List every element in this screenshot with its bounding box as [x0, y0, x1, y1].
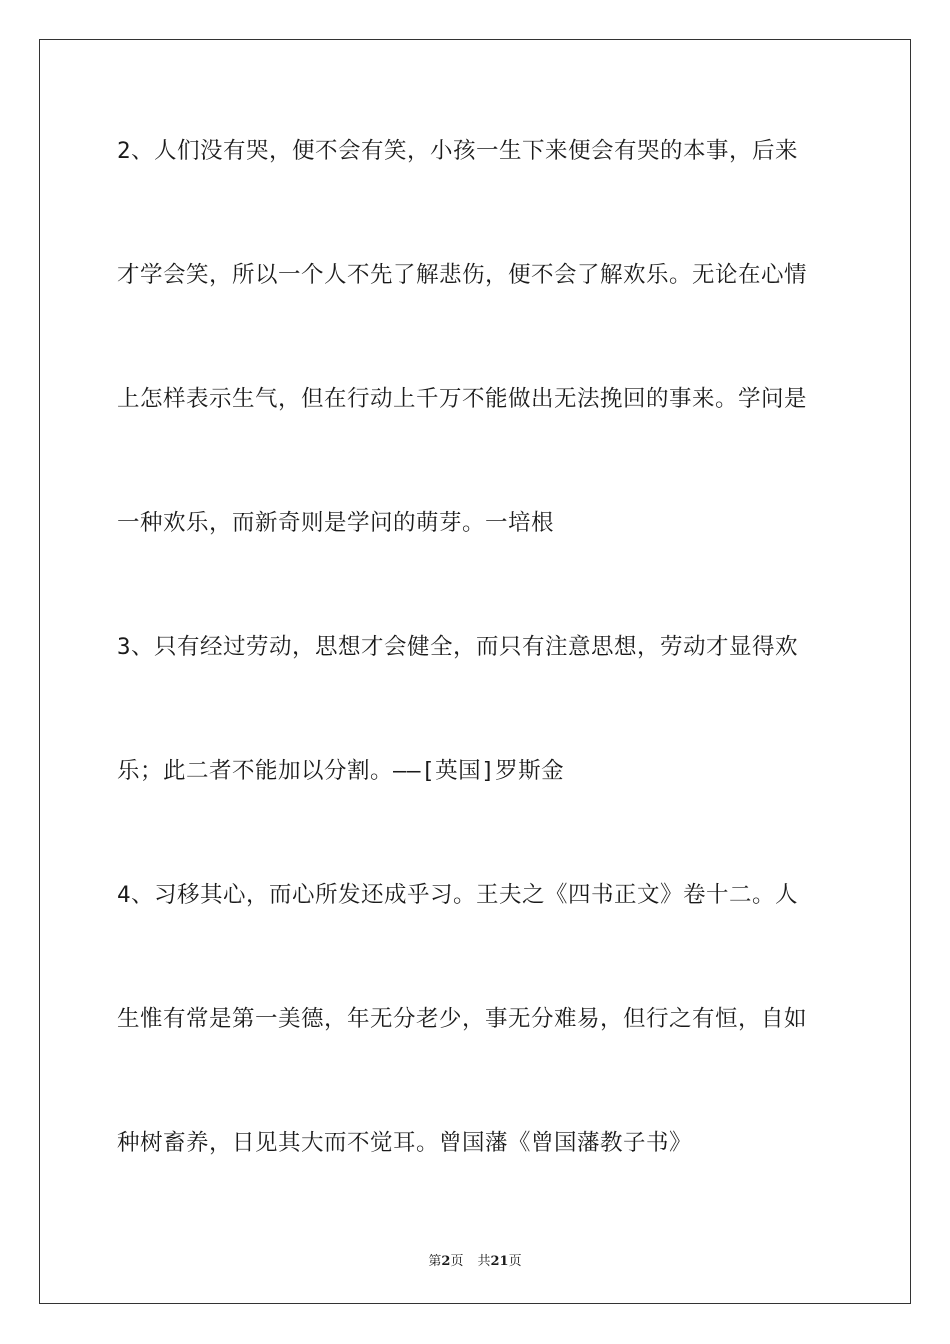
text-line-4: 一种欢乐，而新奇则是学问的萌芽。一培根 — [117, 510, 555, 536]
total-suffix: 页 — [508, 1254, 522, 1269]
page-suffix: 页 — [450, 1254, 464, 1269]
text-line-8: 生惟有常是第一美德，年无分老少，事无分难易，但行之有恒，自如 — [117, 1006, 808, 1032]
page-prefix: 第 — [428, 1254, 442, 1269]
text-line-3: 上怎样表示生气，但在行动上千万不能做出无法挽回的事来。学问是 — [117, 386, 808, 412]
page-footer — [0, 1250, 950, 1269]
text-line-7: 4、习移其心，而心所发还成乎习。王夫之《四书正文》卷十二。人 — [117, 882, 799, 908]
page-border — [39, 39, 911, 1304]
total-prefix: 共 — [477, 1254, 491, 1269]
text-line-5: 3、只有经过劳动，思想才会健全，而只有注意思想，劳动才显得欢 — [117, 634, 799, 660]
page-number: 2 — [441, 1254, 451, 1269]
text-line-6: 乐；此二者不能加以分割。——[英国]罗斯金 — [117, 758, 565, 784]
text-line-2: 才学会笑，所以一个人不先了解悲伤，便不会了解欢乐。无论在心情 — [117, 262, 808, 288]
total-pages: 21 — [490, 1254, 509, 1269]
text-line-1: 2、人们没有哭，便不会有笑，小孩一生下来便会有哭的本事，后来 — [117, 138, 799, 164]
text-line-9: 种树畜养，日见其大而不觉耳。曾国藩《曾国藩教子书》 — [117, 1130, 693, 1156]
